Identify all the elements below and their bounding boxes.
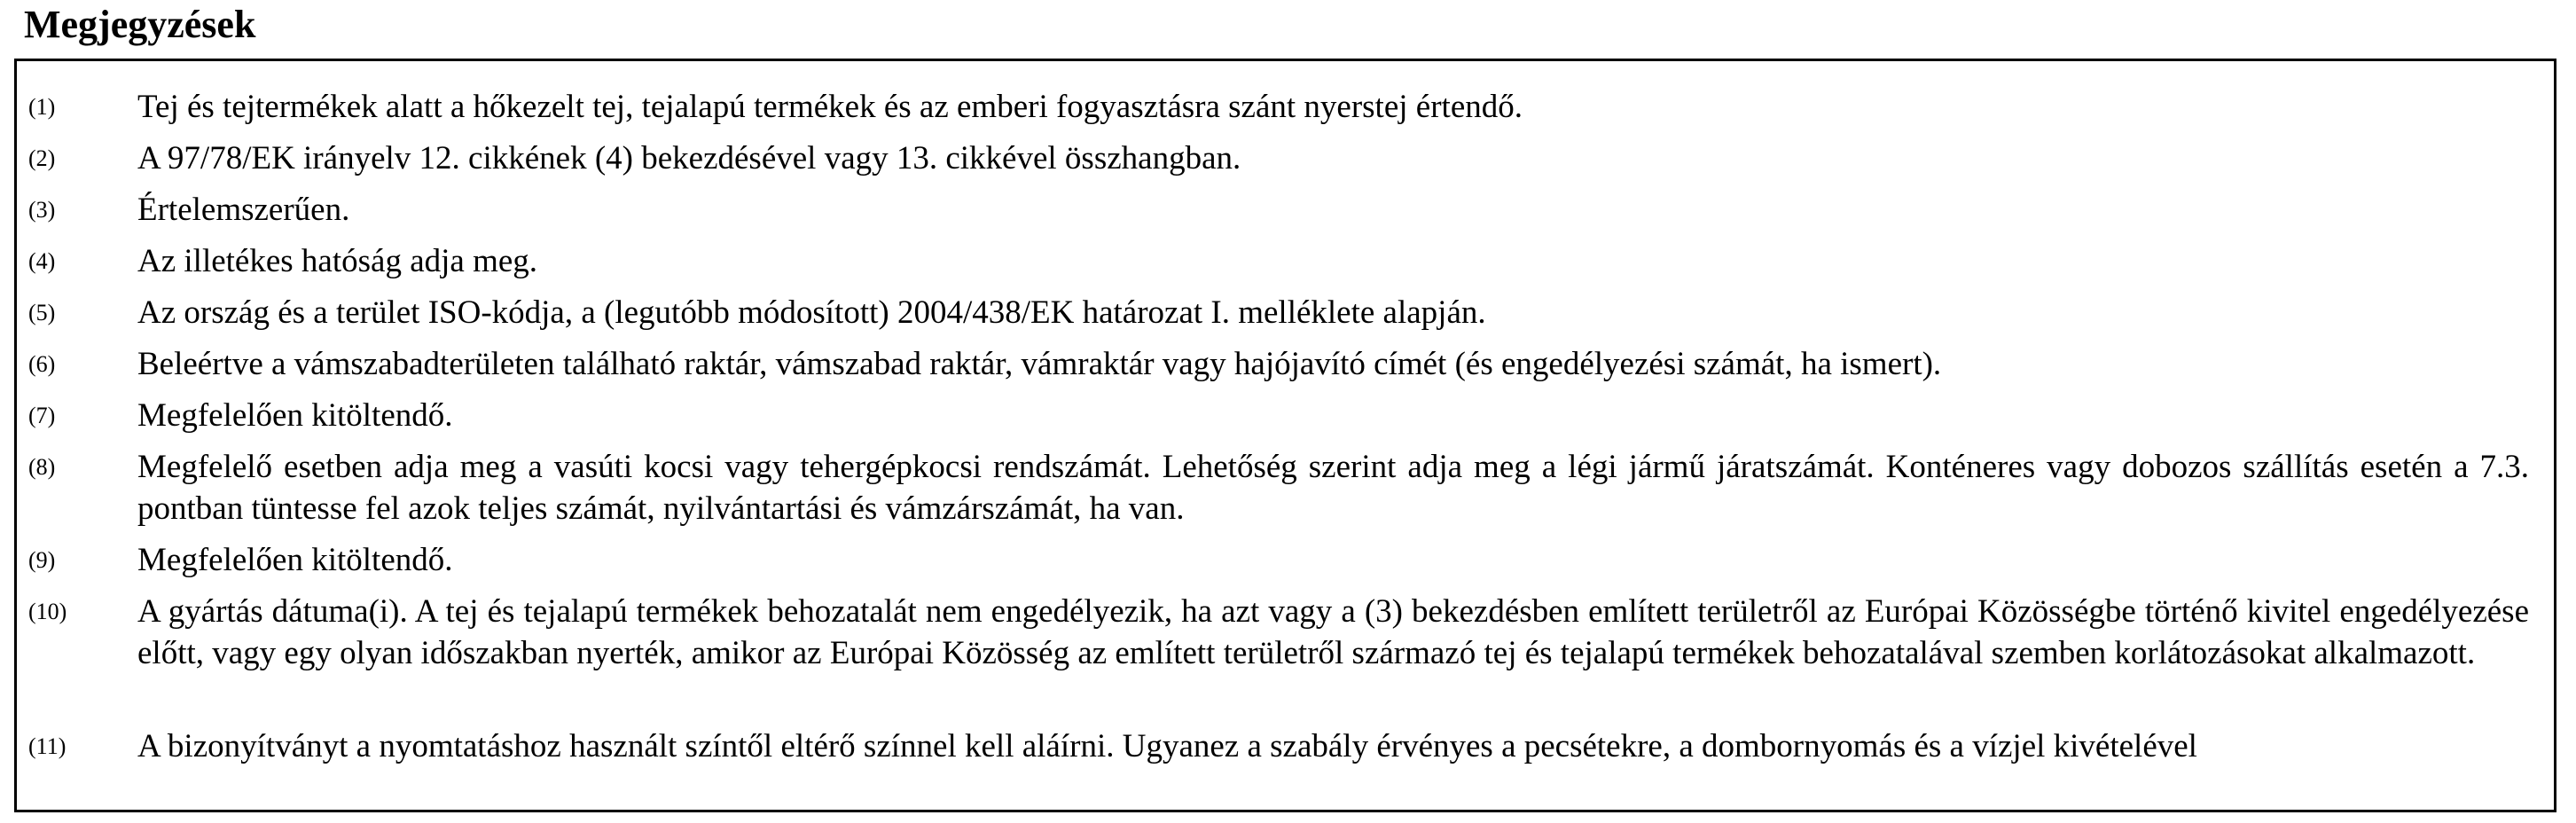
note-ref: (3) bbox=[28, 197, 56, 223]
page-title: Megjegyzések bbox=[24, 3, 256, 46]
note-text: Beleértve a vámszabadterületen található raktár, vámszabad raktár, vámraktár vagy hajójavító címét (és engedélyezési számát, ha ismert). bbox=[137, 346, 1942, 382]
note-text: Megfelelően kitöltendő. bbox=[137, 397, 453, 434]
note-ref: (5) bbox=[28, 300, 56, 325]
note-text: Tej és tejtermékek alatt a hőkezelt tej, tejalapú termékek és az emberi fogyasztásra szánt nyerstej értendő. bbox=[137, 89, 1523, 125]
note-text: Az illetékes hatóság adja meg. bbox=[137, 243, 538, 279]
notes-box bbox=[14, 59, 2556, 812]
note-ref: (9) bbox=[28, 547, 56, 573]
note-text: Megfelelő esetben adja meg a vasúti kocsi vagy tehergépkocsi rendszámát. Lehetőség szerint adja meg a légi jármű járatszámát. Konténeres vagy dobozos szállítás esetén a 7.3. pontban tüntesse fel azok teljes számát, nyilvántartási és vámzárszámát, ha van. bbox=[137, 449, 2529, 527]
note-text: Megfelelően kitöltendő. bbox=[137, 542, 453, 578]
note-text: A bizonyítványt a nyomtatáshoz használt színtől eltérő színnel kell aláírni. Ugyanez a szabály érvényes a pecsétekre, a dombornyomás és a vízjel kivételével bbox=[137, 728, 2197, 764]
note-ref: (10) bbox=[28, 599, 67, 624]
note-text: A gyártás dátuma(i). A tej és tejalapú termékek behozatalát nem engedélyezik, ha azt vagy a (3) bekezdésben említett területről az Európai Közösségbe történő kivitel engedélyezése előtt, vagy egy olyan időszakban nyerték, amikor az Európai Közösség az említett területről származó tej és tejalapú termékek behozatalával szemben korlátozásokat alkalmazott. bbox=[137, 593, 2529, 671]
note-ref: (11) bbox=[28, 733, 67, 759]
note-text: Értelemszerűen. bbox=[137, 192, 350, 228]
note-ref: (6) bbox=[28, 351, 56, 377]
note-ref: (8) bbox=[28, 454, 56, 480]
note-text: Az ország és a terület ISO-kódja, a (legutóbb módosított) 2004/438/EK határozat I. melléklete alapján. bbox=[137, 294, 1486, 331]
note-ref: (1) bbox=[28, 94, 56, 120]
note-ref: (2) bbox=[28, 145, 56, 171]
note-ref: (4) bbox=[28, 248, 56, 274]
note-text: A 97/78/EK irányelv 12. cikkének (4) bekezdésével vagy 13. cikkével összhangban. bbox=[137, 140, 1241, 176]
note-ref: (7) bbox=[28, 403, 56, 428]
